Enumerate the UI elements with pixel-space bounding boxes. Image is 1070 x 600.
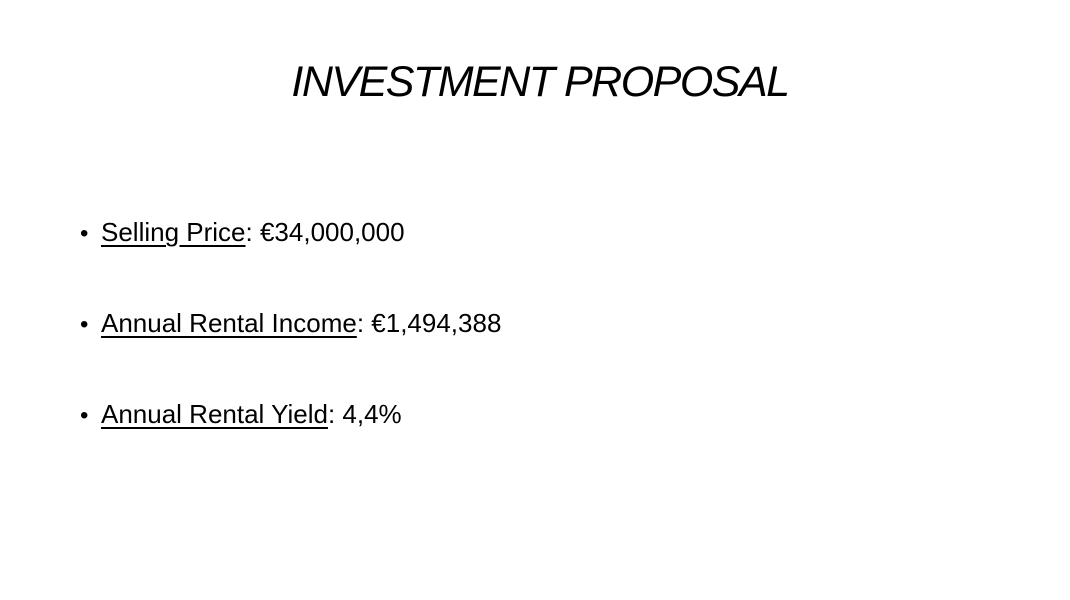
bullet-label: Selling Price [101, 217, 246, 247]
bullet-separator: : [327, 399, 343, 429]
bullet-icon: • [80, 311, 89, 338]
bullet-item-selling-price [80, 212, 501, 303]
bullet-label: Annual Rental Yield [101, 399, 328, 429]
bullet-icon: • [80, 220, 89, 247]
bullet-value: €34,000,000 [259, 217, 405, 247]
bullet-item-annual-rental-yield [80, 394, 501, 485]
bullet-icon: • [80, 402, 89, 429]
bullet-label: Annual Rental Income [101, 308, 357, 338]
bullet-value: €1,494,388 [371, 308, 502, 338]
bullet-value: 4,4% [342, 399, 402, 429]
bullet-list [80, 212, 501, 485]
bullet-separator: : [356, 308, 372, 338]
slide-title: INVESTMENT PROPOSAL [291, 58, 789, 106]
bullet-separator: : [245, 217, 260, 247]
bullet-item-annual-rental-income [80, 303, 501, 394]
